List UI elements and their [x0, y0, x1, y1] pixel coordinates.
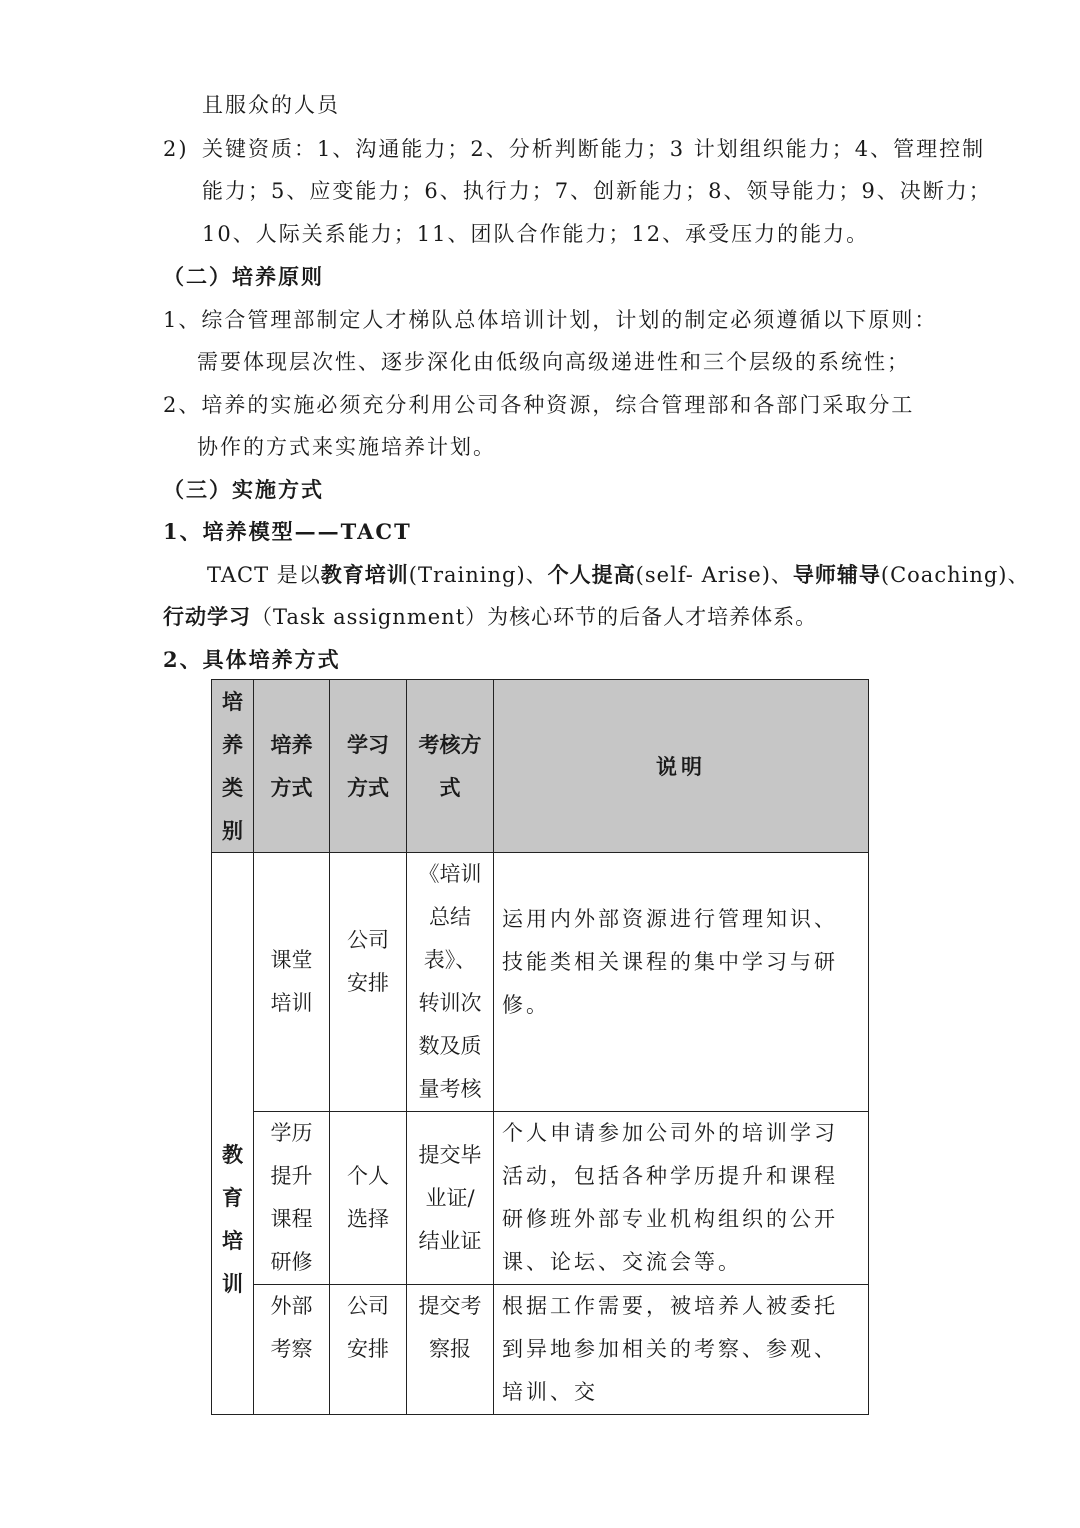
cell-assess: 提交毕业证/结业证 [407, 1112, 494, 1285]
list-number: 2) [163, 137, 189, 161]
tact-text: (Training)、 [408, 563, 548, 587]
cell-study: 公司安排 [330, 853, 407, 1112]
cell-method: 课堂培训 [254, 853, 330, 1112]
header-category: 培养类别 [212, 680, 254, 853]
cell-study: 个人选择 [330, 1112, 407, 1285]
tact-paragraph-line-1 [207, 560, 1030, 590]
header-method: 培养方式 [254, 680, 330, 853]
keyword-task: 行动学习 [163, 604, 251, 629]
principle-1-line-1: 1、综合管理部制定人才梯队总体培训计划，计划的制定必须遵循以下原则： [163, 308, 938, 332]
table-row [212, 1112, 869, 1285]
cell-description: 个人申请参加公司外的培训学习活动，包括各种学历提升和课程研修班外部专业机构组织的公开课、论坛、交流会等。 [494, 1112, 869, 1285]
principle-2-line-1: 2、培养的实施必须充分利用公司各种资源，综合管理部和各部门采取分工 [163, 393, 915, 417]
tact-text: (self- Arise)、 [635, 563, 793, 587]
qualities-line-1: 关键资质：1、沟通能力；2、分析判断能力；3 计划组织能力；4、管理控制 [202, 137, 986, 161]
header-description: 说明 [494, 680, 869, 853]
intro-line: 且服众的人员 [202, 93, 340, 117]
section-heading-principles: （二）培养原则 [163, 264, 324, 289]
tact-text: (Coaching)、 [880, 563, 1030, 587]
tact-paragraph-line-2 [163, 602, 817, 632]
table-header-row [212, 680, 869, 853]
header-assess: 考核方式 [407, 680, 494, 853]
methods-heading: 2、具体培养方式 [163, 647, 341, 672]
cell-study: 公司安排 [330, 1285, 407, 1415]
header-study: 学习方式 [330, 680, 407, 853]
qualities-line-3: 10、人际关系能力；11、团队合作能力；12、承受压力的能力。 [202, 222, 870, 246]
principle-2-line-2: 协作的方式来实施培养计划。 [197, 435, 496, 459]
cell-method: 学历提升课程研修 [254, 1112, 330, 1285]
table-row [212, 1285, 869, 1415]
cell-assess: 提交考察报 [407, 1285, 494, 1415]
keyword-coaching: 导师辅导 [792, 562, 881, 587]
model-heading: 1、培养模型——TACT [163, 519, 412, 544]
tact-text: TACT 是以 [207, 563, 321, 587]
cell-assess: 《培训总结表》、转训次数及质量考核 [407, 853, 494, 1112]
table-row [212, 853, 869, 1112]
category-education: 教育培训 [212, 853, 254, 1415]
cell-description: 根据工作需要，被培养人被委托到异地参加相关的考察、参观、培训、交 [494, 1285, 869, 1415]
cell-method: 外部考察 [254, 1285, 330, 1415]
tact-text: （Task assignment）为核心环节的后备人才培养体系。 [251, 605, 818, 629]
keyword-self: 个人提高 [547, 562, 636, 587]
cell-description: 运用内外部资源进行管理知识、技能类相关课程的集中学习与研修。 [494, 853, 869, 1112]
training-methods-table [211, 679, 869, 1415]
qualities-line-2: 能力；5、应变能力；6、执行力；7、创新能力；8、领导能力；9、决断力； [202, 179, 992, 203]
keyword-education: 教育培训 [320, 562, 409, 587]
section-heading-implementation: （三）实施方式 [163, 477, 324, 502]
principle-1-line-2: 需要体现层次性、逐步深化由低级向高级递进性和三个层级的系统性； [197, 350, 910, 374]
